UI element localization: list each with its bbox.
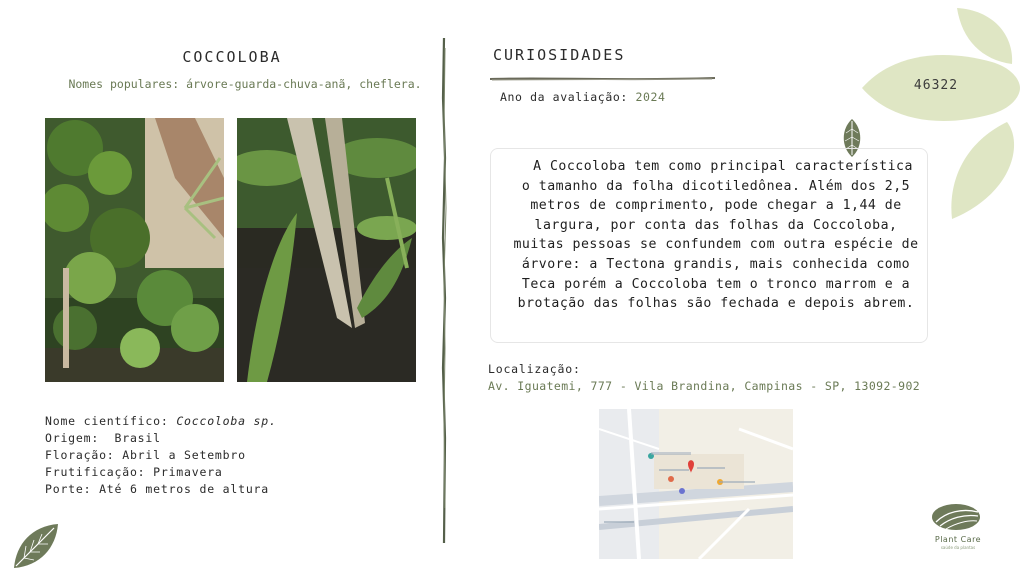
description-card — [490, 148, 928, 343]
fact-size: Porte: Até 6 metros de altura — [45, 482, 269, 496]
fact-flowering: Floração: Abril a Setembro — [45, 448, 246, 462]
location-map[interactable] — [599, 409, 793, 559]
logo-tagline: saúde da plantas — [940, 545, 976, 550]
location-label: Localização: — [488, 362, 581, 376]
fact-fruiting: Frutificação: Primavera — [45, 465, 223, 479]
description-text: A Coccoloba tem como principal característica o tamanho da folha dicotiledônea. Além dos 2,5 metros de comprimento, pode chegar a 1,44 de largura, por conta das folhas da Coccoloba, muitas pessoas se confundem com outra espécie de árvore: a Tectona grandis, mais conhecida como Teca porém a Coccoloba tem o tronco marrom e a brotação das folhas são fechada e depois abrem. — [513, 159, 919, 312]
column-divider — [441, 38, 447, 543]
plant-facts — [45, 413, 277, 498]
plant-photo-2 — [237, 118, 416, 382]
plant-photo-1 — [45, 118, 224, 382]
section-title: CURIOSIDADES — [493, 46, 626, 64]
popular-names-value: árvore-guarda-chuva-anã, cheflera. — [186, 77, 422, 91]
popular-names — [0, 77, 490, 91]
title-underline — [490, 68, 715, 87]
plant-care-logo-icon — [930, 502, 982, 536]
fact-scientific-name — [45, 413, 277, 430]
evaluation-year-value: 2024 — [635, 90, 666, 104]
plant-id-number: 46322 — [913, 78, 959, 93]
popular-names-label: Nomes populares: — [68, 77, 180, 91]
plant-title: COCCOLOBA — [182, 48, 282, 66]
location-address[interactable]: Av. Iguatemi, 777 - Vila Brandina, Campinas - SP, 13092-902 — [488, 379, 921, 393]
fact-scientific-label: Nome científico: — [45, 414, 169, 428]
leaf-icon — [10, 520, 62, 576]
evaluation-year-label: Ano da avaliação: — [500, 90, 628, 104]
fact-scientific-value: Coccoloba sp. — [176, 414, 277, 428]
logo-name: Plant Care — [934, 535, 982, 544]
fact-origin: Origem: Brasil — [45, 431, 161, 445]
evaluation-year — [500, 90, 666, 104]
